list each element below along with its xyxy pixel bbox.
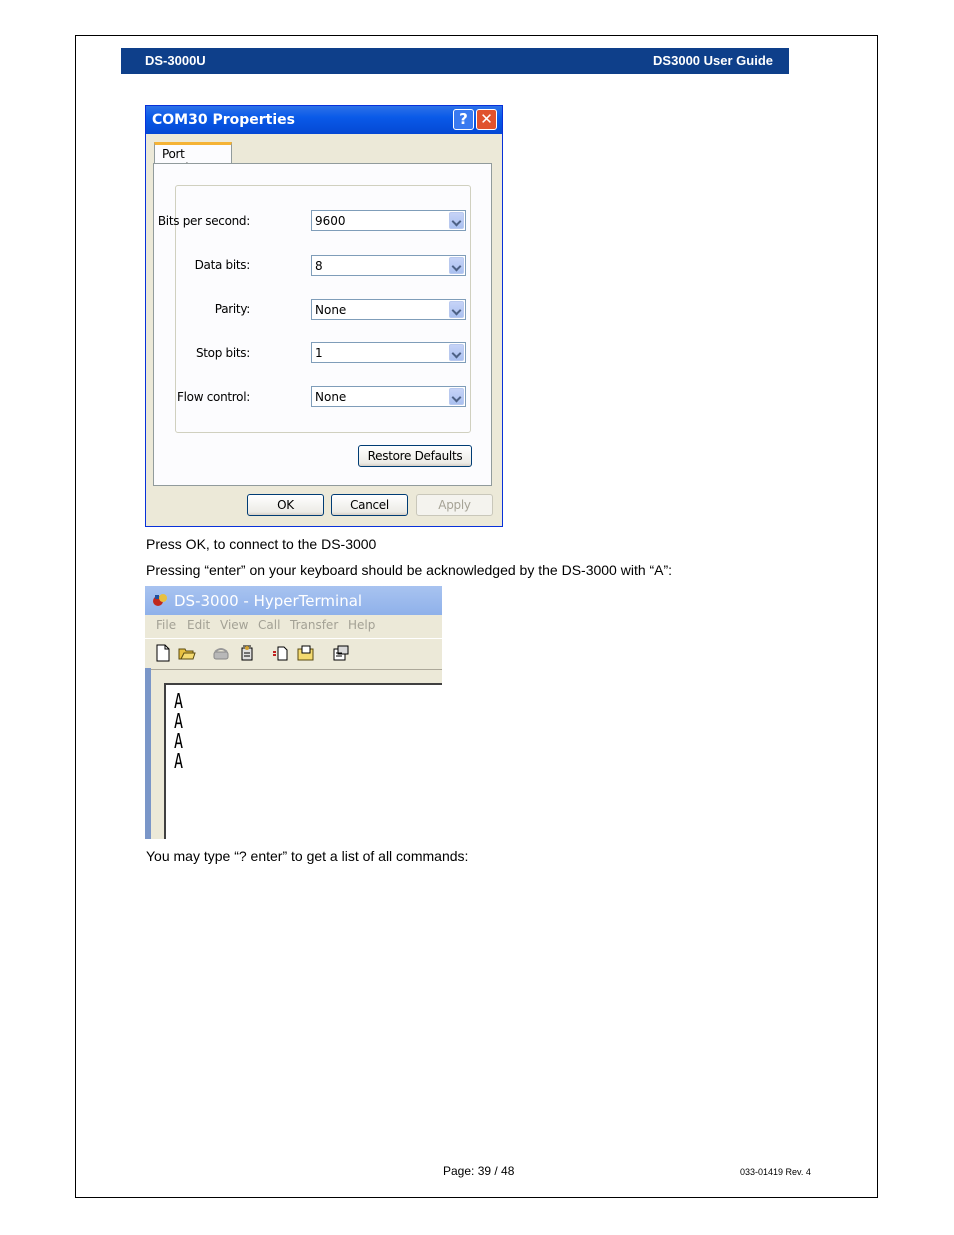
parity-select[interactable] [311, 299, 466, 320]
com-properties-dialog [145, 105, 503, 527]
parity-label: Parity: [214, 302, 250, 316]
data-bits-select[interactable] [311, 255, 466, 276]
phone-connect-icon[interactable] [212, 644, 230, 662]
phone-disconnect-icon[interactable] [238, 644, 256, 662]
port-settings-pane [153, 163, 492, 486]
tab-port-settings[interactable]: Port [154, 142, 232, 164]
ok-button[interactable]: OK [247, 494, 324, 516]
terminal-frame-edge [145, 668, 151, 839]
apply-button[interactable]: Apply [416, 494, 493, 516]
menu-view[interactable]: View [220, 618, 249, 632]
menu-edit[interactable]: Edit [187, 618, 211, 632]
bits-per-second-value: 9600 [315, 214, 346, 228]
instruction-press-enter: Pressing “enter” on your keyboard should be acknowledged by the DS-3000 with “A”: [146, 562, 673, 578]
chevron-down-icon[interactable] [449, 212, 464, 229]
receive-icon[interactable] [297, 644, 315, 662]
bits-per-second-label: Bits per second: [157, 214, 250, 228]
open-folder-icon[interactable] [178, 644, 196, 662]
stop-bits-label: Stop bits: [195, 346, 250, 360]
stop-bits-select[interactable] [311, 342, 466, 363]
page-number: Page: 39 / 48 [443, 1164, 515, 1178]
parity-value: None [315, 303, 347, 317]
header-product: DS-3000U [145, 53, 206, 68]
properties-icon[interactable] [332, 644, 350, 662]
new-file-icon[interactable] [154, 644, 172, 662]
dialog-title-bar [146, 106, 502, 134]
chevron-down-icon[interactable] [449, 388, 464, 405]
terminal-line: A [174, 729, 184, 753]
data-bits-label: Data bits: [194, 258, 250, 272]
menu-help[interactable]: Help [348, 618, 376, 632]
bits-per-second-select[interactable] [311, 210, 466, 231]
instruction-press-ok: Press OK, to connect to the DS-3000 [146, 536, 377, 552]
terminal-title-bar [145, 586, 442, 615]
chevron-down-icon[interactable] [449, 344, 464, 361]
terminal-output[interactable] [164, 683, 442, 839]
menu-file[interactable]: File [156, 618, 177, 632]
cancel-button[interactable]: Cancel [331, 494, 408, 516]
header-guide-title: DS3000 User Guide [653, 53, 773, 68]
dialog-title: COM30 Properties [152, 112, 295, 128]
menu-call[interactable]: Call [258, 618, 281, 632]
send-icon[interactable] [272, 644, 290, 662]
close-icon[interactable]: ✕ [476, 109, 497, 130]
instruction-list-commands: You may type “? enter” to get a list of all commands: [146, 848, 469, 864]
document-revision: 033-01419 Rev. 4 [740, 1167, 811, 1177]
flow-control-select[interactable] [311, 386, 466, 407]
hyperterminal-app-icon [152, 592, 168, 608]
chevron-down-icon[interactable] [449, 301, 464, 318]
terminal-toolbar [145, 638, 442, 670]
header-bar [121, 48, 789, 74]
terminal-menu-bar [145, 615, 442, 637]
terminal-line: A [174, 709, 184, 733]
chevron-down-icon[interactable] [449, 257, 464, 274]
stop-bits-value: 1 [315, 346, 323, 360]
terminal-line: A [174, 689, 184, 713]
menu-transfer[interactable]: Transfer [290, 618, 339, 632]
settings-group [157, 185, 471, 433]
terminal-title: DS-3000 - HyperTerminal [174, 592, 363, 610]
flow-control-value: None [315, 390, 347, 404]
help-icon[interactable]: ? [453, 109, 474, 130]
restore-defaults-button[interactable]: Restore Defaults [358, 445, 472, 467]
terminal-line: A [174, 749, 184, 773]
hyperterminal-window [145, 586, 442, 839]
flow-control-label: Flow control: [177, 390, 250, 404]
data-bits-value: 8 [315, 259, 323, 273]
